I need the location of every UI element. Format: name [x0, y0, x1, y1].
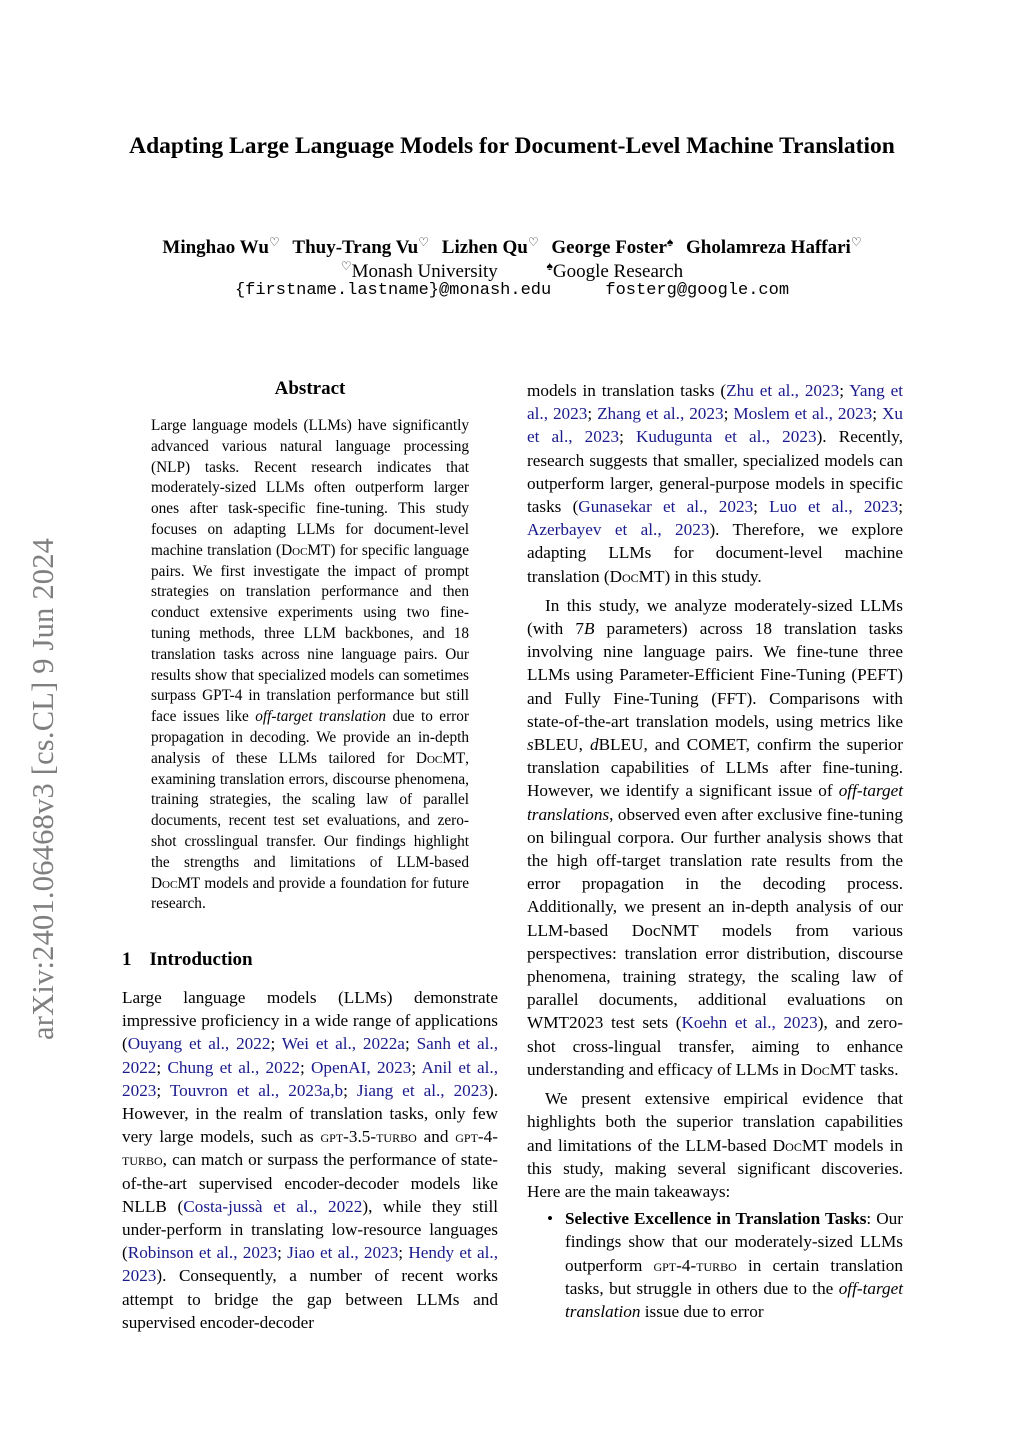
citation-link[interactable]: Luo et al., 2023: [769, 497, 899, 517]
citation-link[interactable]: OpenAI, 2023: [311, 1057, 412, 1077]
abstract-body: Large language models (LLMs) have significantly advanced various natural language processing (NLP) tasks. Recent research indicates that moderately-sized LLMs often outperform larger ones after task-specific fine-tuning. This study focuses on adapting LLMs for document-level machine translation (DocMT) for specific language pairs. We first investigate the impact of prompt strategies on translation performance and then conduct extensive experiments using two fine-tuning methods, three LLM backbones, and 18 translation tasks across nine language pairs. Our results show that specialized models can sometimes surpass GPT-4 in translation performance but still face issues like off-target translation due to error propagation in decoding. We provide an in-depth analysis of these LLMs tailored for DocMT, examining translation errors, discourse phenomena, training strategies, the scaling law of parallel documents, recent test set evaluations, and zero-shot crosslingual transfer. Our findings highlight the strengths and limitations of LLM-based DocMT models and provide a foundation for future research.: [151, 417, 470, 913]
citation-link[interactable]: Jiang et al., 2023: [356, 1080, 488, 1100]
author: Lizhen Qu♡: [441, 235, 539, 258]
email-list: [60, 279, 964, 303]
citation-link[interactable]: Wei et al., 2022a: [281, 1034, 405, 1054]
citation-link[interactable]: Moslem et al., 2023: [733, 404, 873, 424]
citation-link[interactable]: Azerbayev et al., 2023: [527, 520, 710, 540]
citation-link[interactable]: Zhu et al., 2023: [726, 381, 840, 400]
affiliation: ♡Monash University: [340, 259, 498, 282]
author: Gholamreza Haffari♡: [686, 235, 862, 258]
citation-link[interactable]: Chung et al., 2022: [167, 1057, 300, 1077]
author: George Foster♠: [551, 235, 674, 258]
citation-link[interactable]: Ouyang et al., 2022: [127, 1034, 271, 1054]
left-column-text: [122, 986, 498, 1334]
intro-paragraph-1: Large language models (LLMs) demonstrate impressive proficiency in a wide range of applications (Ouyang et al., 2022; Wei et al., 2022a; Sanh et al., 2022; Chung et al., 2022; OpenAI, 2023; Anil et al., 2023; Touvron et al., 2023a,b; Jiang et al., 2023). However, in the realm of translation tasks, only few very large models, such as gpt-3.5-turbo and gpt-4-turbo, can match or surpass the performance of state-of-the-art supervised encoder-decoder models like NLLB (Costa-jussà et al., 2022), while they still under-perform in translating low-resource languages (Robinson et al., 2023; Jiao et al., 2023; Hendy et al., 2023). Consequently, a number of recent works attempt to bridge the gap between LLMs and supervised encoder-decoder: [122, 988, 499, 1332]
author: Thuy-Trang Vu♡: [292, 235, 430, 258]
right-column-text: [527, 379, 903, 1323]
citation-link[interactable]: Gunasekar et al., 2023: [578, 497, 754, 517]
section-heading-introduction: 1 Introduction: [122, 949, 253, 970]
citation-link[interactable]: Kudugunta et al., 2023: [635, 427, 817, 447]
citation-link[interactable]: Koehn et al., 2023: [681, 1013, 818, 1033]
takeaways-list: [527, 1207, 903, 1323]
paper-title: Adapting Large Language Models for Document-Level Machine Translation: [129, 133, 895, 159]
intro-text-continued-left: ). Consequently, a number of recent works attempt to bridge the gap between LLMs and supervised encoder-decoder: [122, 1266, 498, 1332]
abstract-heading: Abstract: [274, 378, 346, 399]
citation-link[interactable]: Costa-jussà et al., 2022: [183, 1196, 363, 1216]
citation-link[interactable]: Yang et al., 2023: [527, 381, 903, 424]
citation-link[interactable]: Robinson et al., 2023: [127, 1243, 278, 1263]
citation-link[interactable]: Sanh et al., 2022: [122, 1034, 499, 1077]
citation-link[interactable]: Jiao et al., 2023: [287, 1243, 399, 1263]
citation-link[interactable]: Anil et al., 2023: [122, 1057, 499, 1100]
email[interactable]: fosterg@google.com: [605, 281, 790, 300]
citation-link[interactable]: Hendy et al., 2023: [122, 1243, 498, 1286]
affiliation: ♠Google Research: [546, 259, 684, 282]
citation-link[interactable]: Touvron et al., 2023a,b: [169, 1080, 344, 1100]
list-item: • Selective Excellence in Translation Tasks: Our findings show that our moderately-sized LLMs outperform gpt-4-turbo in certain translation tasks, but struggle in others due to the off-target translation issue due to error: [547, 1209, 904, 1321]
author: Minghao Wu♡: [162, 235, 280, 258]
bullet-icon: •: [547, 1209, 554, 1229]
citation-link[interactable]: Zhang et al., 2023: [597, 404, 724, 424]
intro-paragraph-3: We present extensive empirical evidence that highlights both the superior translation capabilities and limitations of the LLM-based DocMT models in this study, making several significant discoveries. Here are the main takeaways:: [527, 1089, 903, 1201]
intro-paragraph-1-continued: models in translation tasks (Zhu et al., 2023; Yang et al., 2023; Zhang et al., 2023; Moslem et al., 2023; Xu et al., 2023; Kudugunta et al., 2023). Recently, research suggests that smaller, specialized models can outperform larger, general-purpose models in specific tasks (Gunasekar et al., 2023; Luo et al., 2023; Azerbayev et al., 2023). Therefore, we explore adapting LLMs for document-level machine translation (DocMT) in this study.: [527, 381, 904, 586]
intro-paragraph-2: In this study, we analyze moderately-sized LLMs (with 7B parameters) across 18 translation tasks involving nine language pairs. We fine-tune three LLMs using Parameter-Efficient Fine-Tuning (PEFT) and Fully Fine-Tuning (FFT). Comparisons with state-of-the-art translation models, using metrics like sBLEU, dBLEU, and COMET, confirm the superior translation capabilities of LLMs after fine-tuning. However, we identify a significant issue of off-target translations, observed even after exclusive fine-tuning on bilingual corpora. Our further analysis shows that the high off-target translation rate results from the error propagation in the decoding process. Additionally, we present an in-depth analysis of our LLM-based DocNMT models from various perspectives: translation error distribution, discourse phenomena, training strategy, the scaling law of parallel documents, additional evaluations on WMT2023 test sets (Koehn et al., 2023), and zero-shot cross-lingual transfer, aiming to enhance understanding and efficacy of LLMs in DocMT tasks.: [527, 595, 903, 1079]
email[interactable]: {firstname.lastname}@monash.edu: [234, 281, 552, 300]
intro-text-continued-right: models in translation tasks (: [527, 381, 727, 400]
arxiv-identifier: arXiv:2401.06468v3 [cs.CL] 9 Jun 2024: [26, 537, 60, 1040]
citation-link[interactable]: Xu et al., 2023: [527, 404, 904, 447]
